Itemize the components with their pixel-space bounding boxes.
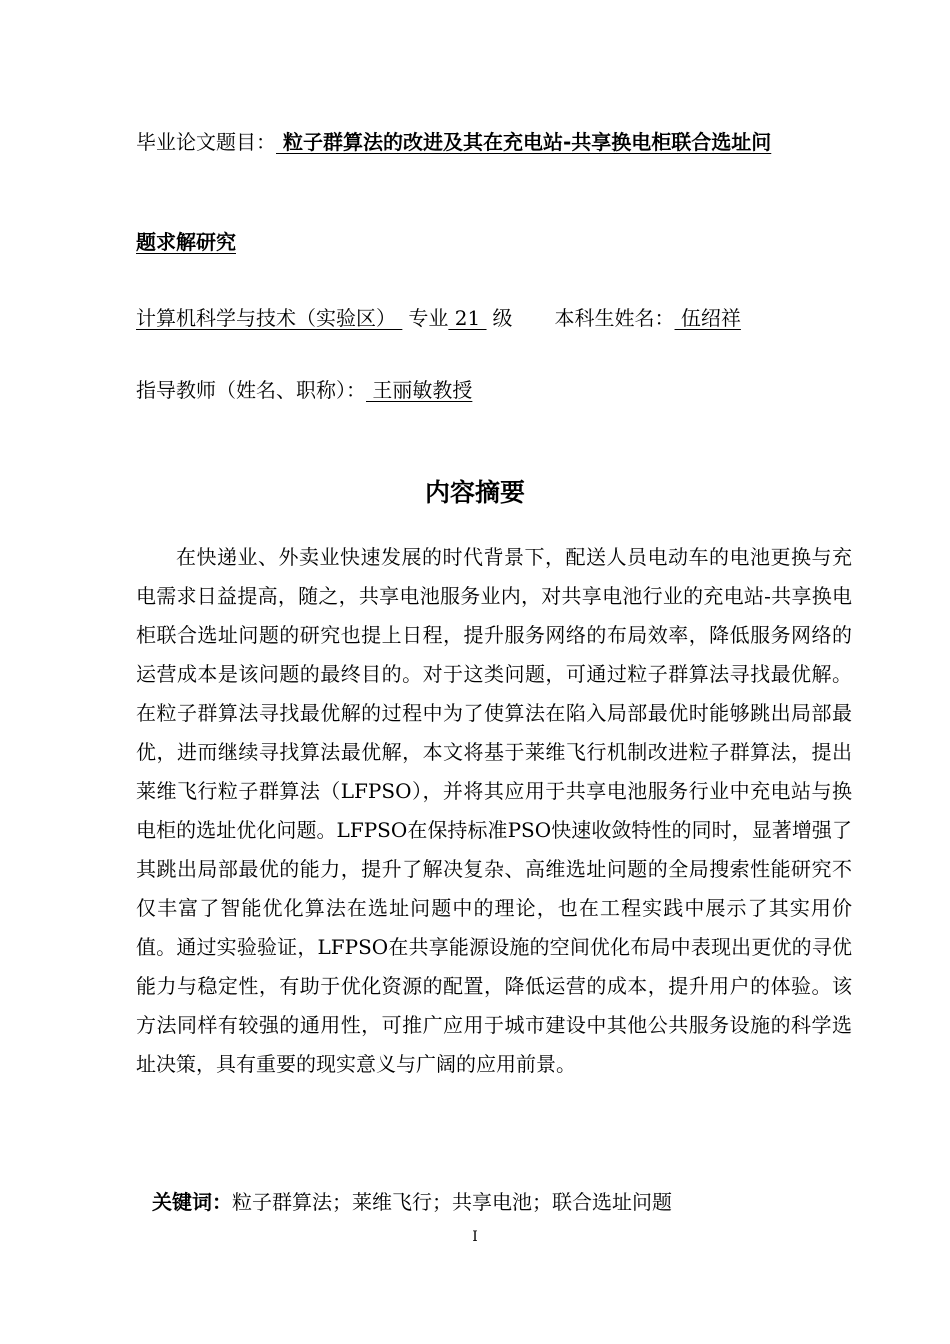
grade-label: 级: [492, 306, 513, 330]
thesis-title-continuation-row: [136, 228, 236, 256]
student-name-value: 伍绍祥: [674, 306, 741, 330]
major-label: 专业: [408, 306, 449, 330]
advisor-row: [136, 376, 472, 404]
advisor-label: 指导教师（姓名、职称）：: [136, 378, 366, 402]
thesis-title-part2: 题求解研究: [136, 230, 236, 254]
major-value: 计算机科学与技术（实验区）: [136, 306, 403, 330]
student-info-row: [136, 304, 741, 332]
student-name-label: 本科生姓名：: [554, 306, 675, 330]
grade-value: 21: [448, 306, 487, 330]
thesis-title-part1: 粒子群算法的改进及其在充电站-共享换电柜联合选址问: [276, 130, 772, 154]
keywords-value: 粒子群算法；莱维飞行；共享电池；联合选址问题: [232, 1190, 672, 1214]
keywords-row: [152, 1187, 672, 1217]
advisor-value: 王丽敏教授: [366, 378, 473, 402]
thesis-title-label: 毕业论文题目：: [136, 130, 276, 154]
thesis-title-row: [136, 128, 771, 156]
abstract-body: 在快递业、外卖业快速发展的时代背景下，配送人员电动车的电池更换与充电需求日益提高，随之，共享电池服务业内，对共享电池行业的充电站-共享换电柜联合选址问题的研究也提上日程，提升服务网络的布局效率，降低服务网络的运营成本是该问题的最终目的。对于这类问题，可通过粒子群算法寻找最优解。在粒子群算法寻找最优解的过程中为了使算法在陷入局部最优时能够跳出局部最优，进而继续寻找算法最优解，本文将基于莱维飞行机制改进粒子群算法，提出莱维飞行粒子群算法（LFPSO），并将其应用于共享电池服务行业中充电站与换电柜的选址优化问题。LFPSO在保持标准PSO快速收敛特性的同时，显著增强了其跳出局部最优的能力，提升了解决复杂、高维选址问题的全局搜索性能研究不仅丰富了智能优化算法在选址问题中的理论，也在工程实践中展示了其实用价值。通过实验验证，LFPSO在共享能源设施的空间优化布局中表现出更优的寻优能力与稳定性，有助于优化资源的配置，降低运营的成本，提升用户的体验。该方法同样有较强的通用性，可推广应用于城市建设中其他公共服务设施的科学选址决策，具有重要的现实意义与广阔的应用前景。: [136, 545, 852, 1076]
page-number: I: [472, 1229, 478, 1245]
keywords-label: 关键词：: [152, 1190, 232, 1214]
abstract-heading: 内容摘要: [424, 478, 525, 507]
